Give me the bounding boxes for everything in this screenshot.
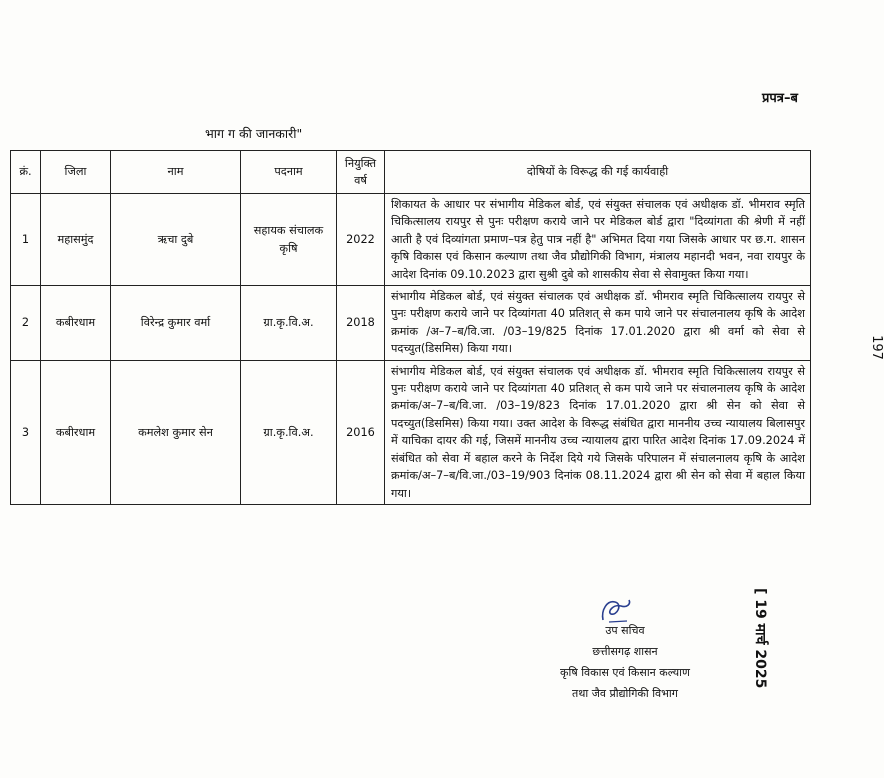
part-heading: भाग ग की जानकारी" (205, 126, 303, 141)
date-stamp: [ 19 मार्च 2025 (752, 588, 768, 689)
header-name: नाम (111, 151, 241, 194)
cell-designation: ग्रा.कृ.वि.अ. (241, 360, 337, 504)
cell-year: 2022 (337, 194, 385, 286)
cell-year: 2016 (337, 360, 385, 504)
signatory-title: उप सचिव (605, 624, 645, 637)
signatory-line1: छत्तीसगढ़ शासन (592, 645, 658, 658)
cell-district: कबीरधाम (41, 286, 111, 361)
signatory-line2: कृषि विकास एवं किसान कल्याण (560, 666, 690, 679)
cell-designation: सहायक संचालक कृषि (241, 194, 337, 286)
header-district: जिला (41, 151, 111, 194)
cell-designation: ग्रा.कृ.वि.अ. (241, 286, 337, 361)
signatory-line3: तथा जैव प्रौद्योगिकी विभाग (572, 687, 678, 700)
cell-action: शिकायत के आधार पर संभागीय मेडिकल बोर्ड, एवं संयुक्त संचालक एवं अधीक्षक डॉ. भीमराव स्मृति चिकित्सालय रायपुर से पुनः परीक्षण कराये जाने पर मेडिकल बोर्ड द्वारा "दिव्यांगता की श्रेणी में नहीं आती है एवं दिव्यांगता प्रमाण–पत्र हेतु पात्र नहीं है" अभिमत दिया गया जिसके आधार पर छ.ग. शासन कृषि विकास एवं किसान कल्याण तथा जैव प्रौद्योगिकी विभाग, मंत्रालय महानदी भवन, नवा रायपुर के आदेश दिनांक 09.10.2023 द्वारा सुश्री दुबे को शासकीय सेवा से सेवामुक्त किया गया। (385, 194, 811, 286)
cell-name: विरेन्द्र कुमार वर्मा (111, 286, 241, 361)
action-table (10, 150, 811, 505)
cell-action: संभागीय मेडिकल बोर्ड, एवं संयुक्त संचालक एवं अधीक्षक डॉ. भीमराव स्मृति चिकित्सालय रायपुर से पुनः परीक्षण कराये जाने पर दिव्यांगता 40 प्रतिशत् से कम पाये जाने पर संचालनालय कृषि के आदेश क्रमांक/अ–7–ब/वि.जा. /03–19/823 दिनांक 17.01.2020 द्वारा श्री सेन को सेवा से पदच्युत(डिसमिस) किया गया। उक्त आदेश के विरूद्ध संबंधित द्वारा माननीय उच्च न्यायालय बिलासपुर में याचिका दायर की गई, जिसमें माननीय उच्च न्यायालय द्वारा पारित आदेश दिनांक 17.09.2024 में संबंधित को सेवा में बहाल करने के निर्देश दिये गये जिसके परिपालन में संचालनालय कृषि के आदेश क्रमांक/अ–7–ब/वि.जा./03–19/903 दिनांक 08.11.2024 द्वारा श्री सेन को सेवा में बहाल किया गया। (385, 360, 811, 504)
cell-name: ऋचा दुबे (111, 194, 241, 286)
cell-name: कमलेश कुमार सेन (111, 360, 241, 504)
table-row (11, 360, 811, 504)
form-label: प्रपत्र–ब (762, 91, 798, 106)
header-serial: क्रं. (11, 151, 41, 194)
cell-action: संभागीय मेडिकल बोर्ड, एवं संयुक्त संचालक एवं अधीक्षक डॉ. भीमराव स्मृति चिकित्सालय रायपुर से पुनः परीक्षण कराये जाने पर दिव्यांगता 40 प्रतिशत् से कम पाये जाने पर संचालनालय कृषि के आदेश क्रमांक /अ–7–ब/वि.जा. /03–19/825 दिनांक 17.01.2020 द्वारा श्री वर्मा को सेवा से पदच्युत(डिसमिस) किया गया। (385, 286, 811, 361)
cell-serial: 2 (11, 286, 41, 361)
header-action: दोषियों के विरूद्ध की गई कार्यवाही (385, 151, 811, 194)
cell-serial: 1 (11, 194, 41, 286)
cell-district: कबीरधाम (41, 360, 111, 504)
signature-block (525, 620, 725, 704)
table-row (11, 286, 811, 361)
cell-serial: 3 (11, 360, 41, 504)
cell-district: महासमुंद (41, 194, 111, 286)
table-row (11, 194, 811, 286)
header-appointment-year: नियुक्ति वर्ष (337, 151, 385, 194)
page-number: 197 (868, 335, 884, 360)
header-designation: पदनाम (241, 151, 337, 194)
table-header-row (11, 151, 811, 194)
cell-year: 2018 (337, 286, 385, 361)
